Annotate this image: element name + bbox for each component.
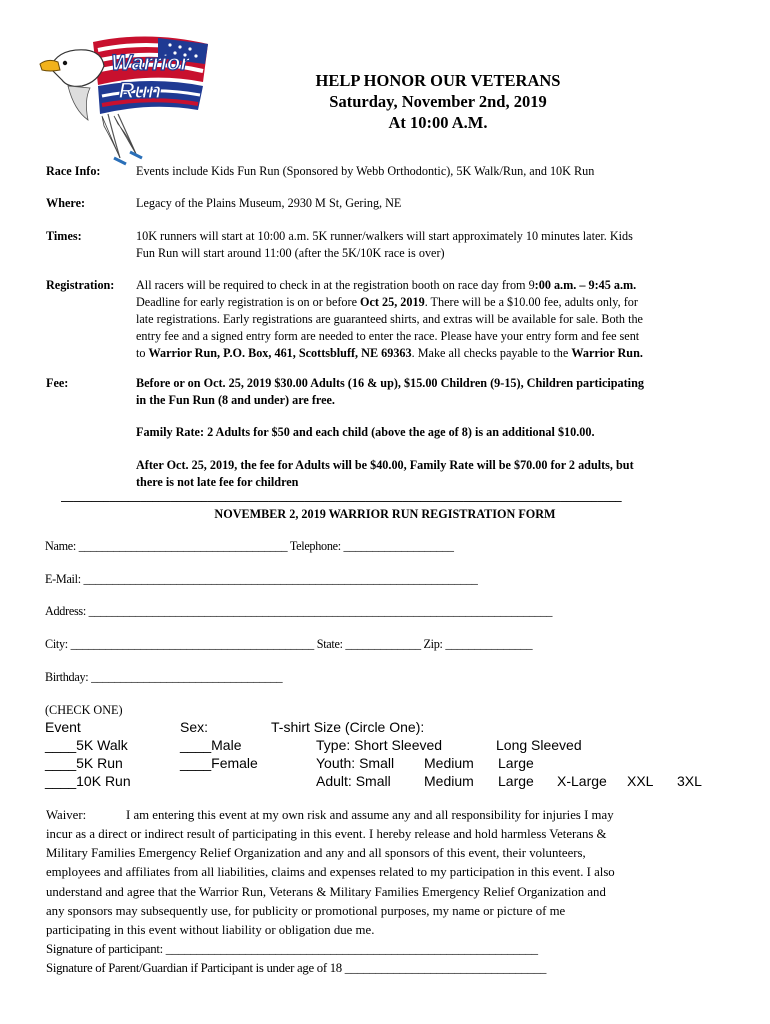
adult-small-option[interactable]: Adult: Small bbox=[316, 773, 391, 789]
logo-text-run: Run bbox=[118, 78, 162, 103]
registration-label: Registration: bbox=[46, 278, 115, 292]
event-5k-walk-option[interactable]: ____5K Walk bbox=[45, 737, 128, 753]
form-title: NOVEMBER 2, 2019 WARRIOR RUN REGISTRATION FORM bbox=[214, 507, 556, 521]
email-field[interactable]: E-Mail: ____________________________________________________________________ bbox=[45, 572, 478, 586]
late-fee-line-2: there is not late fee for children bbox=[136, 475, 299, 489]
type-long-sleeved-option[interactable]: Long Sleeved bbox=[496, 737, 582, 753]
birthday-field[interactable]: Birthday: _________________________________ bbox=[45, 670, 283, 684]
check-one-label: (CHECK ONE) bbox=[45, 703, 123, 717]
waiver-line-2: incur as a direct or indirect result of participating in this event. I hereby release and hold harmless Veterans & bbox=[46, 827, 607, 841]
header-line-1: HELP HONOR OUR VETERANS bbox=[315, 71, 561, 90]
times-text bbox=[136, 228, 736, 262]
event-5k-run-option[interactable]: ____5K Run bbox=[45, 755, 123, 771]
fee-label: Fee: bbox=[46, 376, 69, 390]
youth-small-option[interactable]: Youth: Small bbox=[316, 755, 395, 771]
adult-xlarge-option[interactable]: X-Large bbox=[557, 773, 607, 789]
fee-line-2: in the Fun Run (8 and under) are free. bbox=[136, 393, 335, 407]
waiver-line-7: participating in this event without liability or obligation due me. bbox=[46, 923, 375, 938]
sex-female-option[interactable]: ____Female bbox=[180, 755, 258, 771]
reg-line-1: All racers will be required to check in at the registration booth on race day from 9:00 a.m. – 9:45 a.m. bbox=[136, 278, 637, 292]
reg-line-5: to Warrior Run, P.O. Box, 461, Scottsbluff, NE 69363. Make all checks payable to the Warrior Run. bbox=[136, 346, 643, 360]
times-label: Times: bbox=[46, 229, 82, 243]
participant-signature-field[interactable]: Signature of participant: _____________________________________________________________ bbox=[46, 942, 538, 957]
late-fee-line-1: After Oct. 25, 2019, the fee for Adults will be $40.00, Family Rate will be $70.00 for 2 adults, but bbox=[136, 458, 634, 472]
times-line-2: Fun Run will start around 11:00 (after the 5K/10K race is over) bbox=[136, 246, 445, 260]
fee-text bbox=[136, 375, 746, 409]
adult-3xl-option[interactable]: 3XL bbox=[677, 773, 702, 789]
registration-text bbox=[136, 277, 736, 362]
waiver-text bbox=[46, 825, 746, 979]
sex-male-option[interactable]: ____Male bbox=[180, 737, 242, 753]
waiver-label: Waiver: bbox=[46, 808, 87, 822]
youth-medium-option[interactable]: Medium bbox=[424, 755, 474, 771]
waiver-line-5: understand and agree that the Warrior Run, Veterans & Military Families Emergency Relief Organization and bbox=[46, 884, 606, 899]
late-fee-text bbox=[136, 457, 746, 491]
guardian-signature-field[interactable]: Signature of Parent/Guardian if Participant is under age of 18 _________________________________ bbox=[46, 961, 547, 976]
waiver-line-6: any sponsors may subsequently use, for publicity or promotional purposes, my name or picture of me bbox=[46, 903, 566, 918]
event-label: Event bbox=[45, 719, 81, 735]
adult-large-option[interactable]: Large bbox=[498, 773, 534, 789]
family-rate-text: Family Rate: 2 Adults for $50 and each child (above the age of 8) is an additional $10.00. bbox=[136, 425, 595, 439]
address-field[interactable]: Address: ________________________________________________________________________________ bbox=[45, 604, 553, 618]
event-10k-run-option[interactable]: ____10K Run bbox=[45, 773, 131, 789]
adult-medium-option[interactable]: Medium bbox=[424, 773, 474, 789]
reg-line-3: late registrations. Early registrations are guaranteed shirts, and extras will be available for sale. Both the bbox=[136, 312, 643, 326]
waiver-line-3: Military Families Emergency Relief Organization and any and all sponsors of this event, their volunteers, bbox=[46, 846, 586, 861]
fee-line-1: Before or on Oct. 25, 2019 $30.00 Adults (16 & up), $15.00 Children (9-15), Children participating bbox=[136, 376, 644, 390]
eagle-flag-logo bbox=[38, 30, 218, 170]
youth-large-option[interactable]: Large bbox=[498, 755, 534, 771]
waiver-line-4: employees and affiliates from all liabilities, claims and expenses related to my participation in this event. I also bbox=[46, 865, 615, 880]
sex-column bbox=[180, 718, 258, 772]
where-label: Where: bbox=[46, 196, 86, 210]
header-title bbox=[293, 70, 583, 133]
times-line-1: 10K runners will start at 10:00 a.m. 5K runner/walkers will start approximately 10 minutes later. Kids bbox=[136, 229, 633, 243]
reg-line-4: entry fee and a signed entry form are needed to enter the race. Please have your entry form and fee sent bbox=[136, 329, 640, 343]
header-line-3: At 10:00 A.M. bbox=[388, 113, 488, 132]
reg-line-2: Deadline for early registration is on or before Oct 25, 2019. There will be a $10.00 fee, adults only, for bbox=[136, 295, 638, 309]
tshirt-size-label: T-shirt Size (Circle One): bbox=[271, 719, 425, 735]
waiver-line-1: I am entering this event at my own risk and assume any and all responsibility for injuries I may bbox=[126, 808, 614, 822]
logo-text-warrior: Warrior bbox=[111, 50, 189, 75]
event-column bbox=[45, 718, 131, 790]
type-short-sleeved-option[interactable]: Type: Short Sleeved bbox=[316, 737, 443, 753]
city-state-zip-field[interactable]: City: __________________________________________ State: _____________ Zip: _______________ bbox=[45, 637, 533, 651]
adult-xxl-option[interactable]: XXL bbox=[627, 773, 654, 789]
race-info-label: Race Info: bbox=[46, 164, 101, 178]
form-divider: ____________________________________________________________________________________________ bbox=[61, 489, 622, 503]
where-text: Legacy of the Plains Museum, 2930 M St, Gering, NE bbox=[136, 196, 402, 210]
race-info-text: Events include Kids Fun Run (Sponsored by Webb Orthodontic), 5K Walk/Run, and 10K Run bbox=[136, 164, 595, 178]
sex-label: Sex: bbox=[180, 719, 209, 735]
name-telephone-field[interactable]: Name: ____________________________________ Telephone: ___________________ bbox=[45, 539, 454, 553]
header-line-2: Saturday, November 2nd, 2019 bbox=[329, 92, 547, 111]
